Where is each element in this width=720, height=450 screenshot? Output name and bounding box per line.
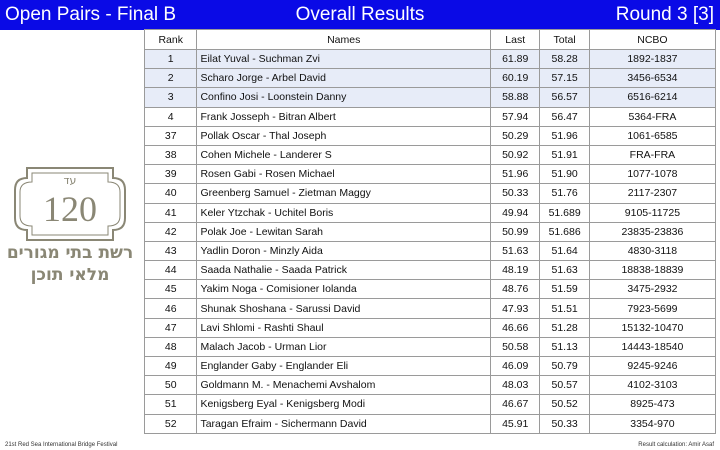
last-score-cell: 61.89 — [491, 50, 540, 69]
ncbo-cell: 9105-11725 — [589, 203, 715, 222]
total-score-cell: 51.76 — [540, 184, 589, 203]
total-score-cell: 58.28 — [540, 50, 589, 69]
names-cell: Shunak Shoshana - Sarussi David — [197, 299, 491, 318]
names-cell: Cohen Michele - Landerer S — [197, 145, 491, 164]
total-score-cell: 51.59 — [540, 280, 589, 299]
festival-footer: 21st Red Sea International Bridge Festival — [5, 442, 118, 448]
table-row[interactable] — [145, 376, 716, 395]
total-score-cell: 51.90 — [540, 165, 589, 184]
rank-cell: 44 — [145, 261, 197, 280]
results-table — [144, 29, 716, 434]
total-score-cell: 51.96 — [540, 126, 589, 145]
total-score-cell: 51.689 — [540, 203, 589, 222]
ncbo-cell: 2117-2307 — [589, 184, 715, 203]
column-header-ncbo[interactable]: NCBO — [589, 30, 715, 50]
names-cell: Scharo Jorge - Arbel David — [197, 69, 491, 88]
rank-cell: 4 — [145, 107, 197, 126]
total-score-cell: 50.79 — [540, 357, 589, 376]
last-score-cell: 57.94 — [491, 107, 540, 126]
rank-cell: 46 — [145, 299, 197, 318]
table-row[interactable] — [145, 299, 716, 318]
table-row[interactable] — [145, 184, 716, 203]
ncbo-cell: 1892-1837 — [589, 50, 715, 69]
table-header-row — [145, 30, 716, 50]
total-score-cell: 50.52 — [540, 395, 589, 414]
table-row[interactable] — [145, 69, 716, 88]
last-score-cell: 45.91 — [491, 414, 540, 433]
total-score-cell: 51.51 — [540, 299, 589, 318]
table-row[interactable] — [145, 241, 716, 260]
table-row[interactable] — [145, 261, 716, 280]
rank-cell: 42 — [145, 222, 197, 241]
rank-cell: 47 — [145, 318, 197, 337]
names-cell: Eilat Yuval - Suchman Zvi — [197, 50, 491, 69]
table-row[interactable] — [145, 88, 716, 107]
ncbo-cell: 8925-473 — [589, 395, 715, 414]
rank-cell: 50 — [145, 376, 197, 395]
table-row[interactable] — [145, 337, 716, 356]
names-cell: Yadlin Doron - Minzly Aida — [197, 241, 491, 260]
ncbo-cell: 4102-3103 — [589, 376, 715, 395]
last-score-cell: 48.76 — [491, 280, 540, 299]
event-title: Open Pairs - Final B — [5, 4, 177, 25]
column-header-names[interactable]: Names — [197, 30, 491, 50]
last-score-cell: 50.29 — [491, 126, 540, 145]
last-score-cell: 50.33 — [491, 184, 540, 203]
rank-cell: 1 — [145, 50, 197, 69]
last-score-cell: 46.09 — [491, 357, 540, 376]
ncbo-cell: 3354-970 — [589, 414, 715, 433]
round-indicator: Round 3 [3] — [615, 4, 714, 25]
ncbo-cell: 3456-6534 — [589, 69, 715, 88]
table-row[interactable] — [145, 50, 716, 69]
total-score-cell: 57.15 — [540, 69, 589, 88]
column-header-total[interactable]: Total — [540, 30, 589, 50]
total-score-cell: 56.47 — [540, 107, 589, 126]
names-cell: Englander Gaby - Englander Eli — [197, 357, 491, 376]
rank-cell: 41 — [145, 203, 197, 222]
ncbo-cell: 7923-5699 — [589, 299, 715, 318]
total-score-cell: 51.64 — [540, 241, 589, 260]
last-score-cell: 49.94 — [491, 203, 540, 222]
table-row[interactable] — [145, 414, 716, 433]
ncbo-cell: 5364-FRA — [589, 107, 715, 126]
last-score-cell: 50.99 — [491, 222, 540, 241]
logo-hebrew-line1: רשת בתי מגורים — [6, 243, 134, 263]
ncbo-cell: 1077-1078 — [589, 165, 715, 184]
rank-cell: 38 — [145, 145, 197, 164]
ncbo-cell: 1061-6585 — [589, 126, 715, 145]
names-cell: Greenberg Samuel - Zietman Maggy — [197, 184, 491, 203]
rank-cell: 51 — [145, 395, 197, 414]
results-body — [145, 50, 716, 434]
total-score-cell: 51.686 — [540, 222, 589, 241]
last-score-cell: 51.63 — [491, 241, 540, 260]
total-score-cell: 51.28 — [540, 318, 589, 337]
rank-cell: 43 — [145, 241, 197, 260]
rank-cell: 48 — [145, 337, 197, 356]
rank-cell: 45 — [145, 280, 197, 299]
table-row[interactable] — [145, 126, 716, 145]
last-score-cell: 48.03 — [491, 376, 540, 395]
ncbo-cell: 3475-2932 — [589, 280, 715, 299]
table-row[interactable] — [145, 165, 716, 184]
total-score-cell: 51.63 — [540, 261, 589, 280]
calculation-credit: Result calculation: Amir Asaf — [638, 442, 714, 448]
names-cell: Rosen Gabi - Rosen Michael — [197, 165, 491, 184]
rank-cell: 39 — [145, 165, 197, 184]
names-cell: Malach Jacob - Urman Lior — [197, 337, 491, 356]
names-cell: Goldmann M. - Menachemi Avshalom — [197, 376, 491, 395]
names-cell: Frank Josseph - Bitran Albert — [197, 107, 491, 126]
logo-hebrew-top: עד — [63, 174, 77, 187]
column-header-last[interactable]: Last — [491, 30, 540, 50]
ncbo-cell: 18838-18839 — [589, 261, 715, 280]
last-score-cell: 48.19 — [491, 261, 540, 280]
names-cell: Yakim Noga - Comisioner Iolanda — [197, 280, 491, 299]
column-header-rank[interactable]: Rank — [145, 30, 197, 50]
total-score-cell: 51.13 — [540, 337, 589, 356]
total-score-cell: 50.57 — [540, 376, 589, 395]
total-score-cell: 56.57 — [540, 88, 589, 107]
last-score-cell: 50.58 — [491, 337, 540, 356]
last-score-cell: 46.67 — [491, 395, 540, 414]
total-score-cell: 51.91 — [540, 145, 589, 164]
names-cell: Saada Nathalie - Saada Patrick — [197, 261, 491, 280]
names-cell: Taragan Efraim - Sichermann David — [197, 414, 491, 433]
last-score-cell: 50.92 — [491, 145, 540, 164]
logo-hebrew-line2: מלאי תוכן — [30, 265, 110, 285]
names-cell: Polak Joe - Lewitan Sarah — [197, 222, 491, 241]
rank-cell: 52 — [145, 414, 197, 433]
last-score-cell: 46.66 — [491, 318, 540, 337]
last-score-cell: 51.96 — [491, 165, 540, 184]
table-row[interactable] — [145, 280, 716, 299]
last-score-cell: 60.19 — [491, 69, 540, 88]
names-cell: Lavi Shlomi - Rashti Shaul — [197, 318, 491, 337]
table-row[interactable] — [145, 107, 716, 126]
table-row[interactable] — [145, 318, 716, 337]
ncbo-cell: 4830-3118 — [589, 241, 715, 260]
table-row[interactable] — [145, 222, 716, 241]
names-cell: Pollak Oscar - Thal Joseph — [197, 126, 491, 145]
rank-cell: 2 — [145, 69, 197, 88]
total-score-cell: 50.33 — [540, 414, 589, 433]
table-row[interactable] — [145, 203, 716, 222]
names-cell: Keler Ytzchak - Uchitel Boris — [197, 203, 491, 222]
rank-cell: 37 — [145, 126, 197, 145]
ncbo-cell: 14443-18540 — [589, 337, 715, 356]
ncbo-cell: 9245-9246 — [589, 357, 715, 376]
rank-cell: 40 — [145, 184, 197, 203]
logo-number: 120 — [43, 189, 97, 229]
ncbo-cell: 6516-6214 — [589, 88, 715, 107]
ncbo-cell: FRA-FRA — [589, 145, 715, 164]
ncbo-cell: 23835-23836 — [589, 222, 715, 241]
last-score-cell: 58.88 — [491, 88, 540, 107]
ncbo-cell: 15132-10470 — [589, 318, 715, 337]
table-row[interactable] — [145, 395, 716, 414]
table-row[interactable] — [145, 357, 716, 376]
last-score-cell: 47.93 — [491, 299, 540, 318]
sponsor-logo — [5, 158, 135, 288]
names-cell: Confino Josi - Loonstein Danny — [197, 88, 491, 107]
names-cell: Kenigsberg Eyal - Kenigsberg Modi — [197, 395, 491, 414]
rank-cell: 49 — [145, 357, 197, 376]
page-title: Overall Results — [295, 4, 425, 25]
table-row[interactable] — [145, 145, 716, 164]
title-bar — [0, 0, 720, 30]
rank-cell: 3 — [145, 88, 197, 107]
